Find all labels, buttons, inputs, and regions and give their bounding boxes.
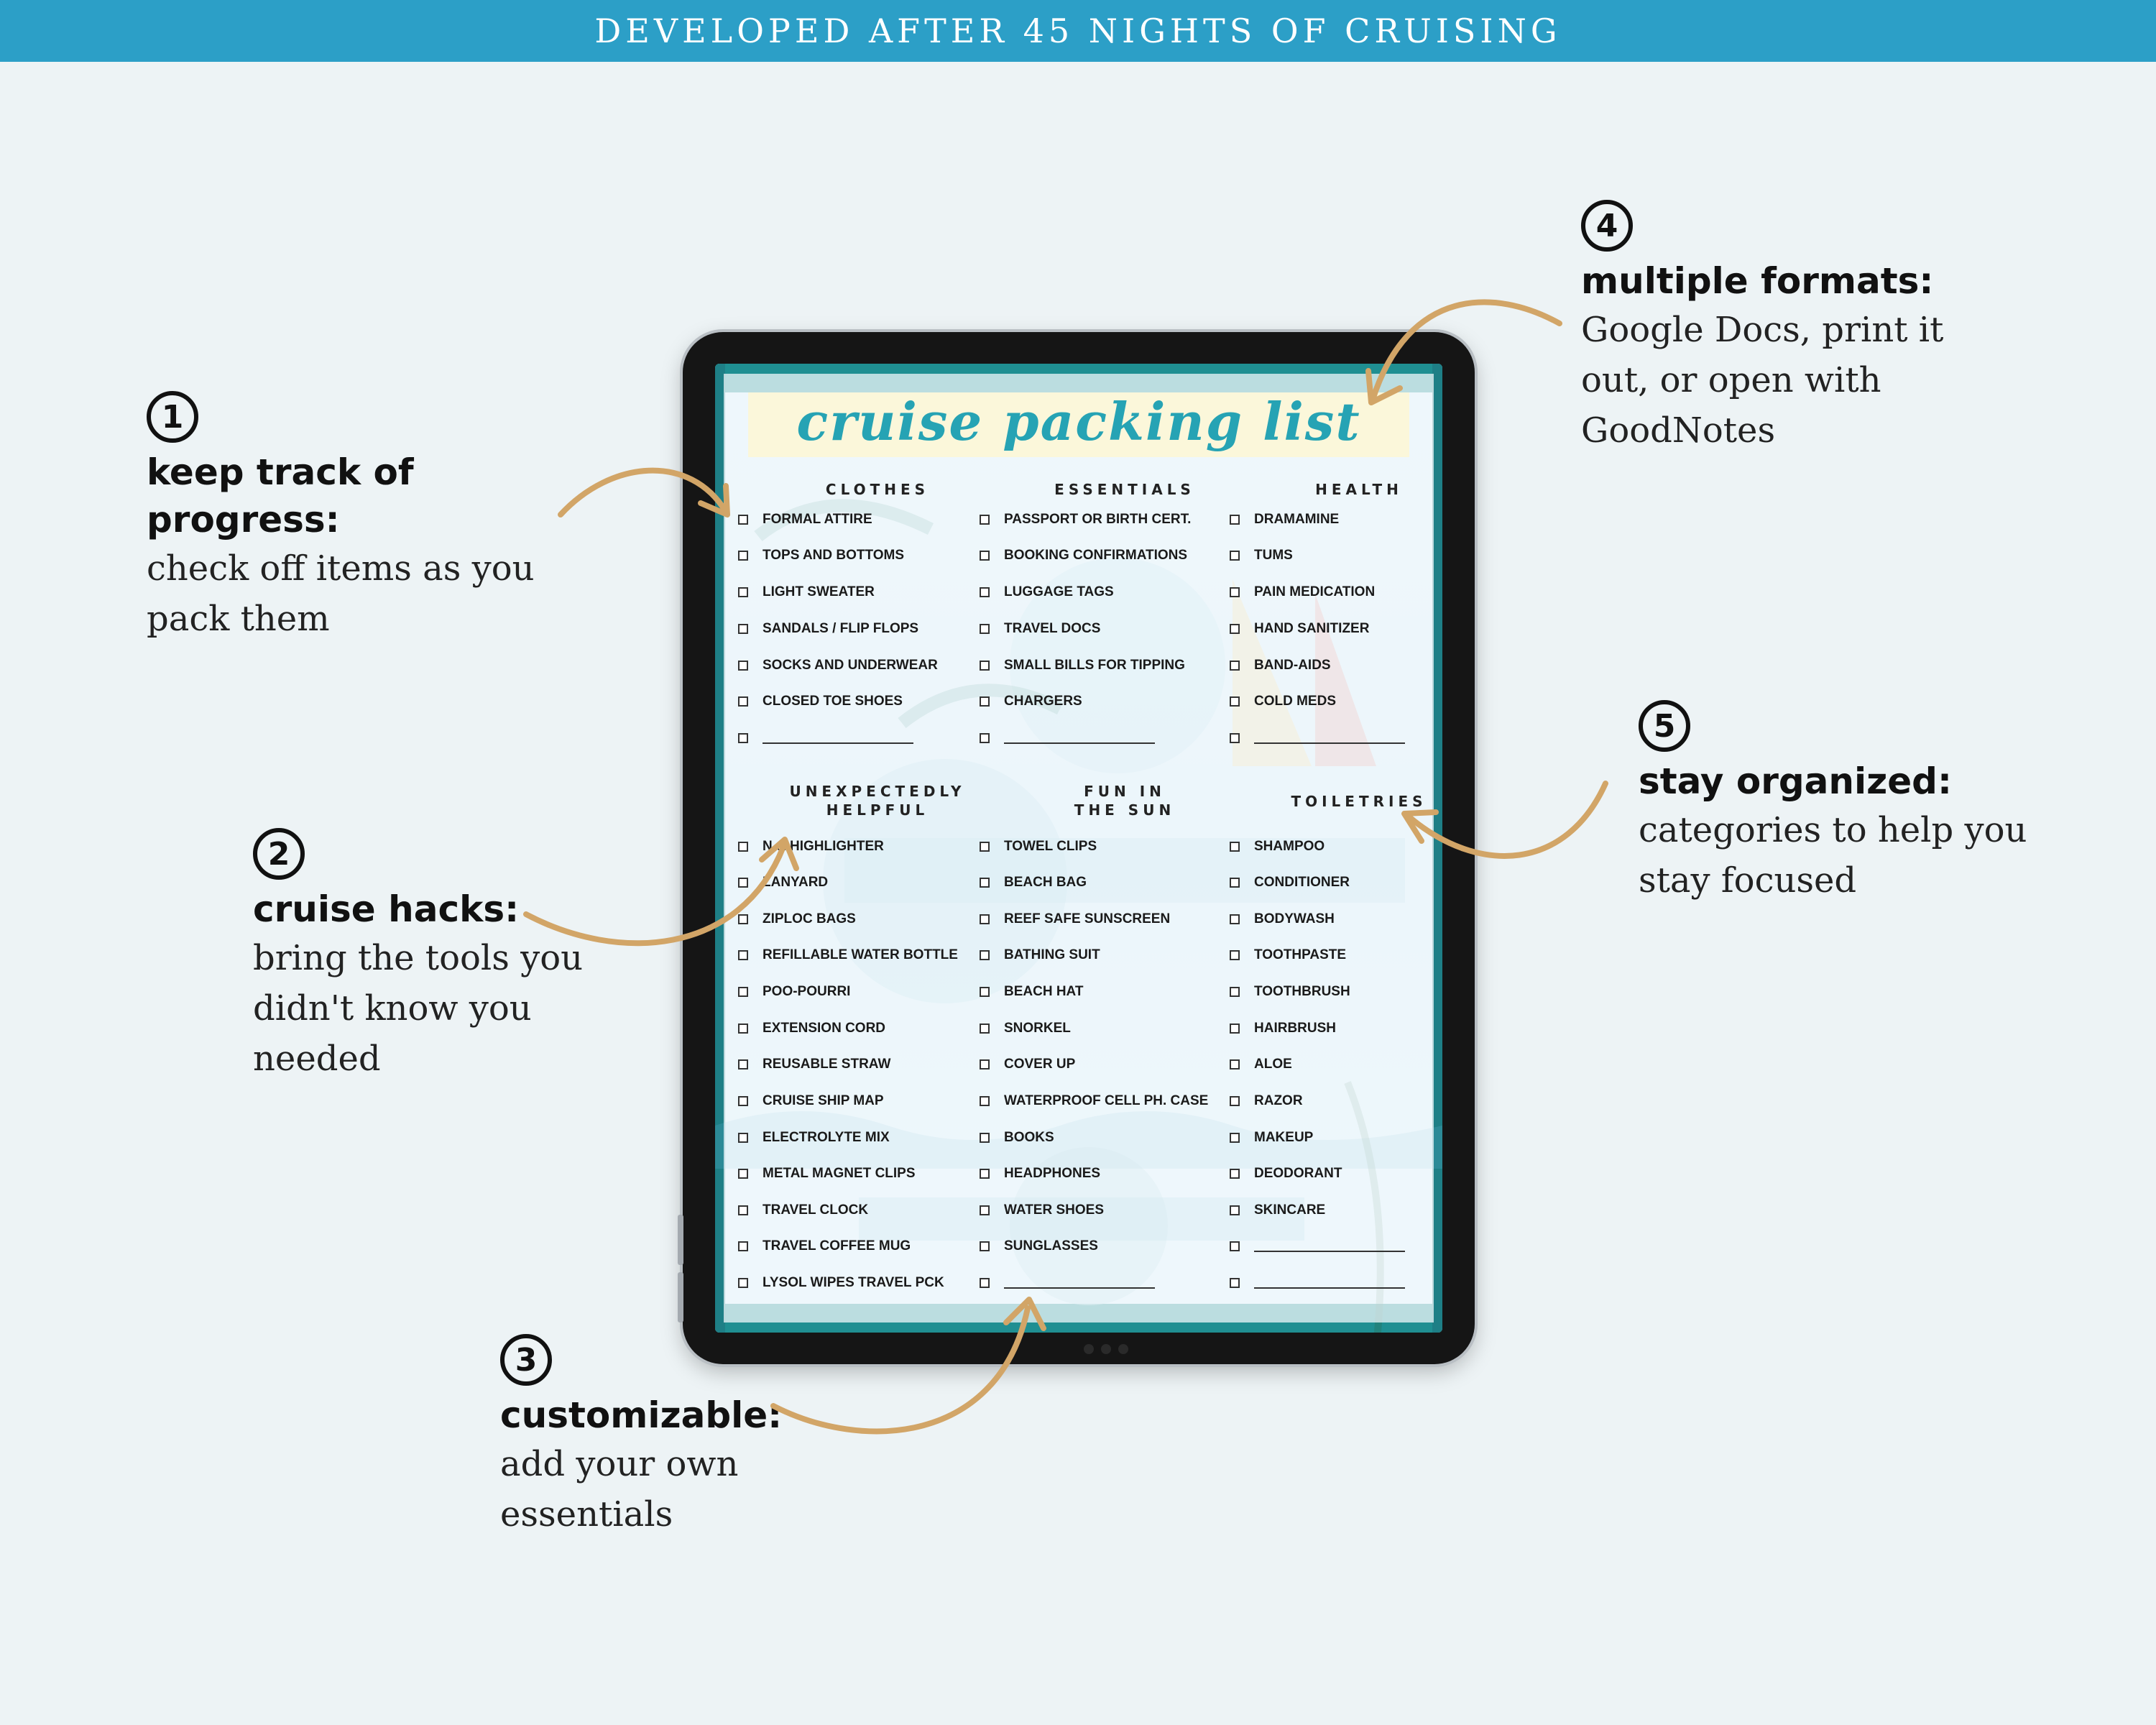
- heading-line: UNEXPECTEDLY: [789, 783, 966, 800]
- step-number-badge: 2: [253, 828, 305, 880]
- item-label: BEACH HAT: [1004, 984, 1084, 999]
- item-label: SANDALS / FLIP FLOPS: [763, 621, 919, 636]
- item-label: POO-POURRI: [763, 984, 851, 999]
- item-label: BAND-AIDS: [1254, 658, 1331, 673]
- item-label: CHARGERS: [1004, 694, 1082, 709]
- item-label: TRAVEL COFFEE MUG: [763, 1238, 911, 1254]
- item-label: DEODORANT: [1254, 1166, 1342, 1181]
- item-label: COLD MEDS: [1254, 694, 1336, 709]
- item-label: TOWEL CLIPS: [1004, 839, 1097, 854]
- item-label: HEADPHONES: [1004, 1166, 1101, 1181]
- item-label: MAKEUP: [1254, 1130, 1314, 1145]
- item-label: TRAVEL CLOCK: [763, 1202, 869, 1218]
- step-number-badge: 3: [500, 1334, 552, 1386]
- top-banner: DEVELOPED AFTER 45 NIGHTS OF CRUISING: [0, 0, 2156, 62]
- item-label: SNORKEL: [1004, 1021, 1071, 1036]
- callout-title: multiple formats:: [1581, 260, 1934, 302]
- item-label: TOOTHPASTE: [1254, 947, 1347, 962]
- item-label: ELECTROLYTE MIX: [763, 1130, 890, 1145]
- item-label: WATER SHOES: [1004, 1202, 1104, 1218]
- item-label: REEF SAFE SUNSCREEN: [1004, 911, 1171, 926]
- arrow-4: [1373, 302, 1560, 400]
- item-label: PASSPORT OR BIRTH CERT.: [1004, 512, 1192, 527]
- callout-title: cruise hacks:: [253, 888, 520, 930]
- heading-essentials: ESSENTIALS: [1054, 481, 1195, 498]
- item-label: SMALL BILLS FOR TIPPING: [1004, 658, 1185, 673]
- item-label: ZIPLOC BAGS: [763, 911, 856, 926]
- item-label: COVER UP: [1004, 1057, 1076, 1072]
- item-label: CRUISE SHIP MAP: [763, 1093, 884, 1108]
- item-label: TRAVEL DOCS: [1004, 621, 1101, 636]
- item-label: PAIN MEDICATION: [1254, 584, 1376, 599]
- heading-line: THE SUN: [1074, 801, 1176, 819]
- heading-health: HEALTH: [1315, 481, 1403, 498]
- item-label: DRAMAMINE: [1254, 512, 1340, 527]
- arrow-3: [773, 1308, 1028, 1431]
- item-label: BOOKS: [1004, 1130, 1054, 1145]
- item-label: TUMS: [1254, 548, 1293, 563]
- item-label: N & HIGHLIGHTER: [763, 839, 884, 854]
- item-label: TOPS AND BOTTOMS: [763, 548, 905, 563]
- heading-line: FUN IN: [1084, 783, 1166, 800]
- item-label: CLOSED TOE SHOES: [763, 694, 903, 709]
- arrow-5: [1409, 783, 1606, 856]
- item-label: BEACH BAG: [1004, 875, 1087, 890]
- callout-body: bring the tools you didn't know you needed: [253, 938, 584, 1079]
- item-label: LYSOL WIPES TRAVEL PCK: [763, 1275, 944, 1290]
- arrow-2: [526, 847, 783, 943]
- item-label: LIGHT SWEATER: [763, 584, 875, 599]
- callout-body: add your own essentials: [500, 1444, 739, 1535]
- callout-body: categories to help you stay focused: [1639, 810, 2027, 901]
- callout-body: Google Docs, print it out, or open with GoodNotes: [1581, 310, 1944, 451]
- step-number-badge: 4: [1581, 200, 1633, 252]
- item-label: RAZOR: [1254, 1093, 1303, 1108]
- item-label: METAL MAGNET CLIPS: [763, 1166, 916, 1181]
- item-label: BATHING SUIT: [1004, 947, 1100, 962]
- arrow-1: [561, 471, 726, 515]
- callout-title: customizable:: [500, 1394, 783, 1436]
- item-label: WATERPROOF CELL PH. CASE: [1004, 1093, 1209, 1108]
- heading-toiletries: TOILETRIES: [1291, 793, 1427, 810]
- item-label: REUSABLE STRAW: [763, 1057, 891, 1072]
- item-label: HAIRBRUSH: [1254, 1021, 1336, 1036]
- checklist-title: cruise packing list: [796, 391, 1361, 452]
- item-label: BODYWASH: [1254, 911, 1335, 926]
- item-label: SHAMPOO: [1254, 839, 1325, 854]
- item-label: REFILLABLE WATER BOTTLE: [763, 947, 958, 962]
- step-number-badge: 1: [147, 391, 198, 443]
- heading-clothes: CLOTHES: [825, 481, 930, 498]
- callout-title: stay organized:: [1639, 760, 1952, 802]
- item-label: LANYARD: [763, 875, 829, 890]
- item-label: BOOKING CONFIRMATIONS: [1004, 548, 1188, 563]
- item-label: SKINCARE: [1254, 1202, 1326, 1218]
- item-label: SUNGLASSES: [1004, 1238, 1098, 1254]
- step-number-badge: 5: [1639, 700, 1690, 752]
- item-label: FORMAL ATTIRE: [763, 512, 872, 527]
- callout-title: keep track of progress:: [147, 451, 414, 540]
- item-label: CONDITIONER: [1254, 875, 1350, 890]
- item-label: EXTENSION CORD: [763, 1021, 886, 1036]
- item-label: TOOTHBRUSH: [1254, 984, 1350, 999]
- callout-body: check off items as you pack them: [147, 548, 535, 639]
- item-label: LUGGAGE TAGS: [1004, 584, 1114, 599]
- item-label: ALOE: [1254, 1057, 1292, 1072]
- item-label: SOCKS AND UNDERWEAR: [763, 658, 938, 673]
- item-label: HAND SANITIZER: [1254, 621, 1370, 636]
- heading-line: HELPFUL: [826, 801, 929, 819]
